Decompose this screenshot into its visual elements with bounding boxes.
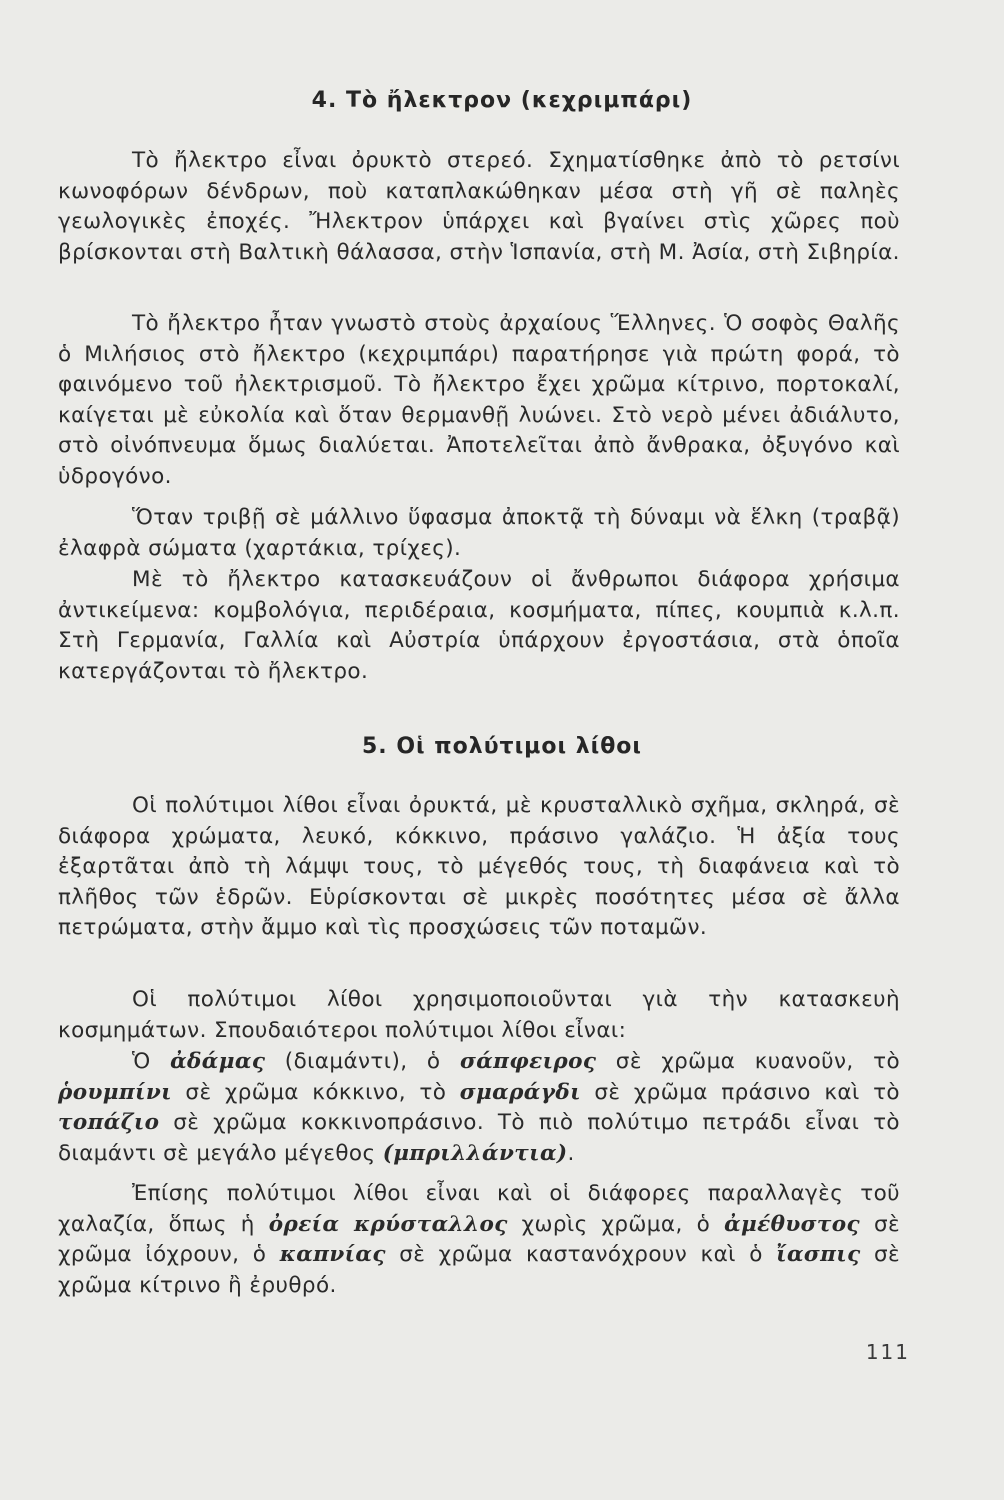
paragraph-amber-origin: Τὸ ἤλεκτρο εἶναι ὀρυκτὸ στερεό. Σχηματίσθηκε ἀπὸ τὸ ρετσίνι κωνοφόρων δένδρων, ποὺ καταπλακώθηκαν μέσα στὴ γῆ σὲ παληὲς γεωλογικὲς ἐποχές. Ἤλεκτρον ὑπάρχει καὶ βγαίνει στὶς χῶρες ποὺ βρίσκονται στὴ Βαλτικὴ θάλασσα, στὴν Ἱσπανία, στὴ Μ. Ἀσία, στὴ Σιβηρία. (58, 148, 900, 265)
paragraph-stones-description: Οἱ πολύτιμοι λίθοι εἶναι ὀρυκτά, μὲ κρυσταλλικὸ σχῆμα, σκληρά, σὲ διάφορα χρώματα, λευκό, κόκκινο, πράσινο γαλάζιο. Ἡ ἀξία τους ἐξαρτᾶται ἀπὸ τὴ λάμψι τους, τὸ μέγεθός τους, τὴ διαφάνεια καὶ τὸ πλῆθος τῶν ἑδρῶν. Εὑρίσκονται σὲ μικρὲς ποσότητες μέσα σὲ ἄλλα πετρώματα, στὴν ἄμμο καὶ τὶς προσχώσεις τῶν ποταμῶν. (58, 793, 900, 941)
text-run: σὲ χρῶμα κόκκινο, τὸ (171, 1079, 460, 1105)
text-run: χωρὶς χρῶμα, ὁ (507, 1211, 725, 1237)
gem-name-sapphire: σάπφειρος (459, 1049, 597, 1074)
paragraph-quartz-varieties (58, 1179, 900, 1301)
text-run: Ὁ (132, 1049, 171, 1074)
gem-name-diamond: ἀδάμας (170, 1049, 266, 1074)
paragraph-stones-list (58, 1047, 900, 1169)
paragraph-amber-properties: Τὸ ἤλεκτρο ἦταν γνωστὸ στοὺς ἀρχαίους Ἕλληνες. Ὁ σοφὸς Θαλῆς ὁ Μιλήσιος στὸ ἤλεκτρο (κεχριμπάρι) παρατήρησε γιὰ πρώτη φορά, τὸ φαινόμενο τοῦ ἠλεκτρισμοῦ. Τὸ ἤλεκτρο ἔχει χρῶμα κίτρινο, πορτοκαλί, καίγεται μὲ εὐκολία καὶ ὅταν θερμανθῇ λυώνει. Στὸ νερὸ μένει ἀδιάλυτο, στὸ οἰνόπνευμα ὅμως διαλύεται. Ἀποτελεῖται ἀπὸ ἄνθρακα, ὀξυγόνο καὶ ὑδρογόνο. (58, 311, 900, 489)
text-run: Ἐπίσης πολύτιμοι λίθοι εἶναι καὶ οἱ διάφορες παραλλαγὲς τοῦ χαλαζία, ὅπως ἡ (58, 1181, 900, 1237)
text-run: σὲ χρῶμα πράσινο καὶ τὸ (580, 1079, 900, 1105)
gem-name-brilliants: (μπριλλάντια) (382, 1140, 568, 1166)
text-run: σὲ χρῶμα κοκκινοπράσινο. Τὸ πιὸ πολύτιμο πετράδι εἶναι τὸ διαμάντι σὲ μεγάλο μέγεθος (58, 1110, 900, 1166)
text-run: σὲ χρῶμα κίτρινο ἢ ἐρυθρό. (58, 1242, 900, 1298)
text-run: σὲ χρῶμα κυανοῦν, τὸ (596, 1049, 900, 1074)
section-title-precious-stones: 5. Οἱ πολύτιμοι λίθοι (362, 734, 642, 759)
text-run: σὲ χρῶμα ἰόχρουν, ὁ (58, 1211, 900, 1268)
gem-name-emerald: σμαράγδι (459, 1079, 581, 1105)
page-number: 111 (865, 1340, 910, 1364)
gem-name-ruby: ῥουμπίνι (58, 1079, 172, 1105)
section-title-amber: 4. Τὸ ἤλεκτρον (κεχριμπάρι) (311, 88, 693, 113)
text-run: . (567, 1140, 575, 1166)
gem-name-rock-crystal: ὀρεία κρύσταλλος (268, 1211, 508, 1237)
text-run: (διαμάντι), ὁ (265, 1049, 460, 1074)
text-run: σὲ χρῶμα καστανόχρουν καὶ ὁ (385, 1242, 777, 1268)
gem-name-amethyst: ἀμέθυστος (724, 1211, 861, 1237)
paragraph-amber-friction: Ὅταν τριβῇ σὲ μάλλινο ὕφασμα ἀποκτᾷ τὴ δύναμι νὰ ἕλκη (τραβᾷ) ἐλαφρὰ σώματα (χαρτάκια, τρίχες). (58, 505, 900, 561)
gem-name-jasper: ἴασπις (776, 1242, 861, 1268)
paragraph-amber-uses: Μὲ τὸ ἤλεκτρο κατασκευάζουν οἱ ἄνθρωποι διάφορα χρήσιμα ἀντικείμενα: κομβολόγια, περιδέραια, κοσμήματα, πίπες, κουμπιὰ κ.λ.π. Στὴ Γερμανία, Γαλλία καὶ Αὐστρία ὑπάρχουν ἐργοστάσια, στὰ ὁποῖα κατεργάζονται τὸ ἤλεκτρο. (58, 567, 900, 684)
paragraph-stones-use: Οἱ πολύτιμοι λίθοι χρησιμοποιοῦνται γιὰ τὴν κατασκευὴ κοσμημάτων. Σπουδαιότεροι πολύτιμοι λίθοι εἶναι: (58, 987, 900, 1043)
gem-name-smoky-quartz: καπνίας (279, 1242, 386, 1268)
gem-name-topaz: τοπάζιο (58, 1110, 160, 1136)
